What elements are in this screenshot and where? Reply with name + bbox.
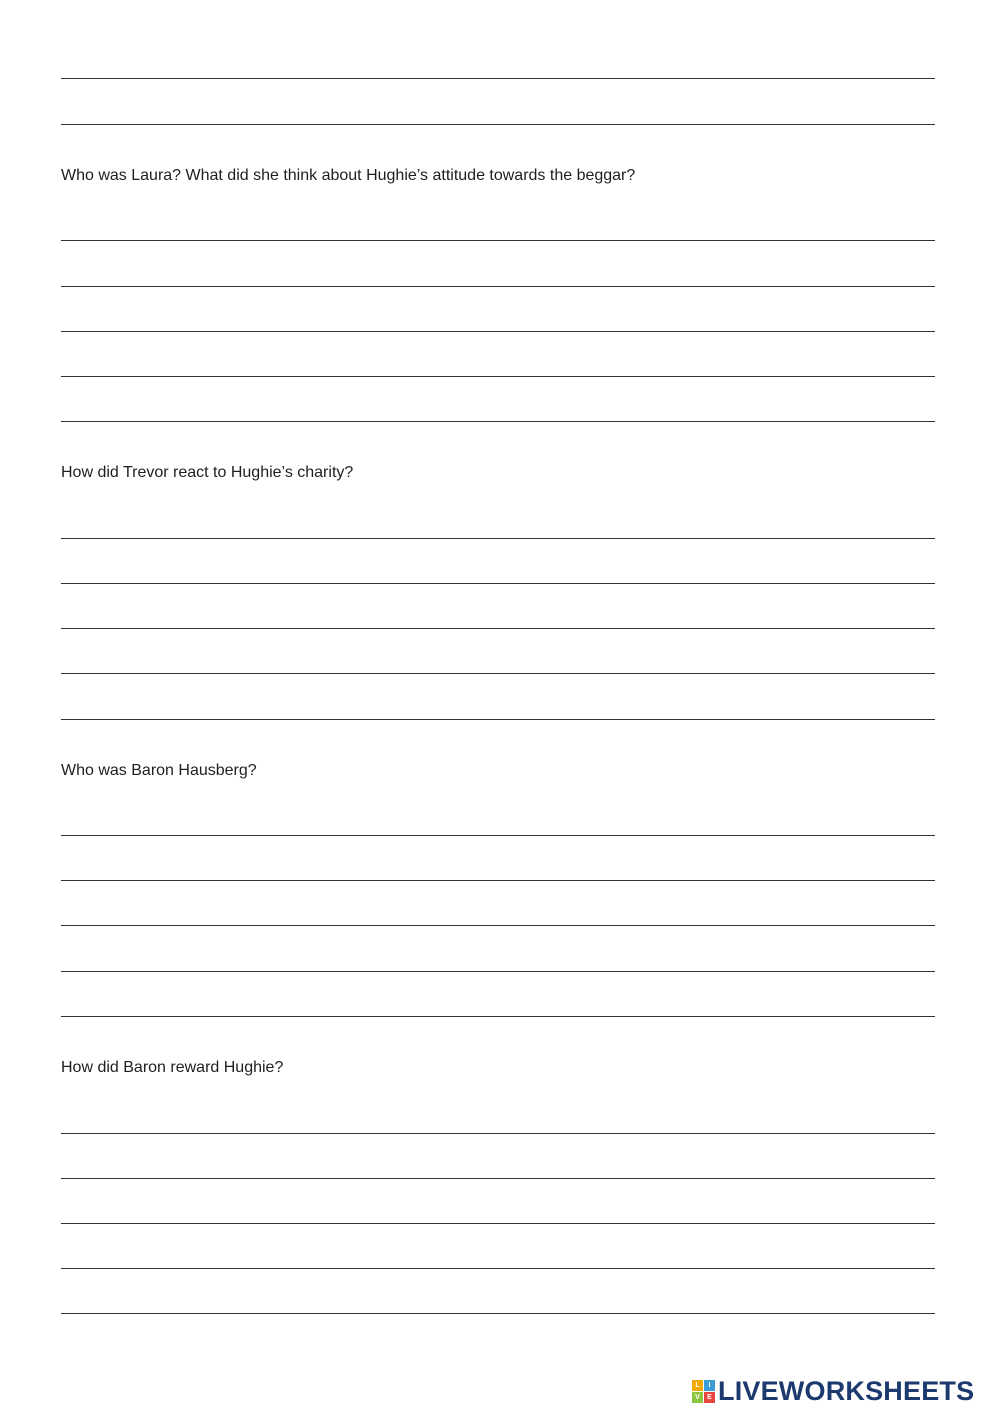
answer-line[interactable] (61, 835, 935, 836)
answer-line[interactable] (61, 719, 935, 720)
answer-line[interactable] (61, 583, 935, 584)
answer-line[interactable] (61, 78, 935, 79)
question-2-text: How did Trevor react to Hughie’s charity? (61, 464, 354, 481)
question-4-text: How did Baron reward Hughie? (61, 1059, 284, 1076)
question-1-text: Who was Laura? What did she think about Hughie’s attitude towards the beggar? (61, 167, 636, 184)
answer-line[interactable] (61, 880, 935, 881)
answer-line[interactable] (61, 1268, 935, 1269)
answer-line[interactable] (61, 1178, 935, 1179)
liveworksheets-logo-icon (692, 1380, 715, 1403)
answer-line[interactable] (61, 331, 935, 332)
answer-line[interactable] (61, 925, 935, 926)
brand-name: LIVEWORKSHEETS (718, 1375, 975, 1406)
answer-line[interactable] (61, 628, 935, 629)
question-3-text: Who was Baron Hausberg? (61, 762, 257, 779)
liveworksheets-brand (692, 1376, 974, 1406)
logo-letter: V (692, 1392, 703, 1403)
logo-letter: I (704, 1380, 715, 1391)
answer-line[interactable] (61, 240, 935, 241)
logo-letter: L (692, 1380, 703, 1391)
answer-line[interactable] (61, 286, 935, 287)
answer-line[interactable] (61, 1016, 935, 1017)
answer-line[interactable] (61, 1223, 935, 1224)
answer-line[interactable] (61, 971, 935, 972)
answer-line[interactable] (61, 673, 935, 674)
answer-line[interactable] (61, 1133, 935, 1134)
answer-line[interactable] (61, 421, 935, 422)
logo-letter: E (704, 1392, 715, 1403)
answer-line[interactable] (61, 538, 935, 539)
answer-line[interactable] (61, 1313, 935, 1314)
answer-line[interactable] (61, 124, 935, 125)
answer-line[interactable] (61, 376, 935, 377)
